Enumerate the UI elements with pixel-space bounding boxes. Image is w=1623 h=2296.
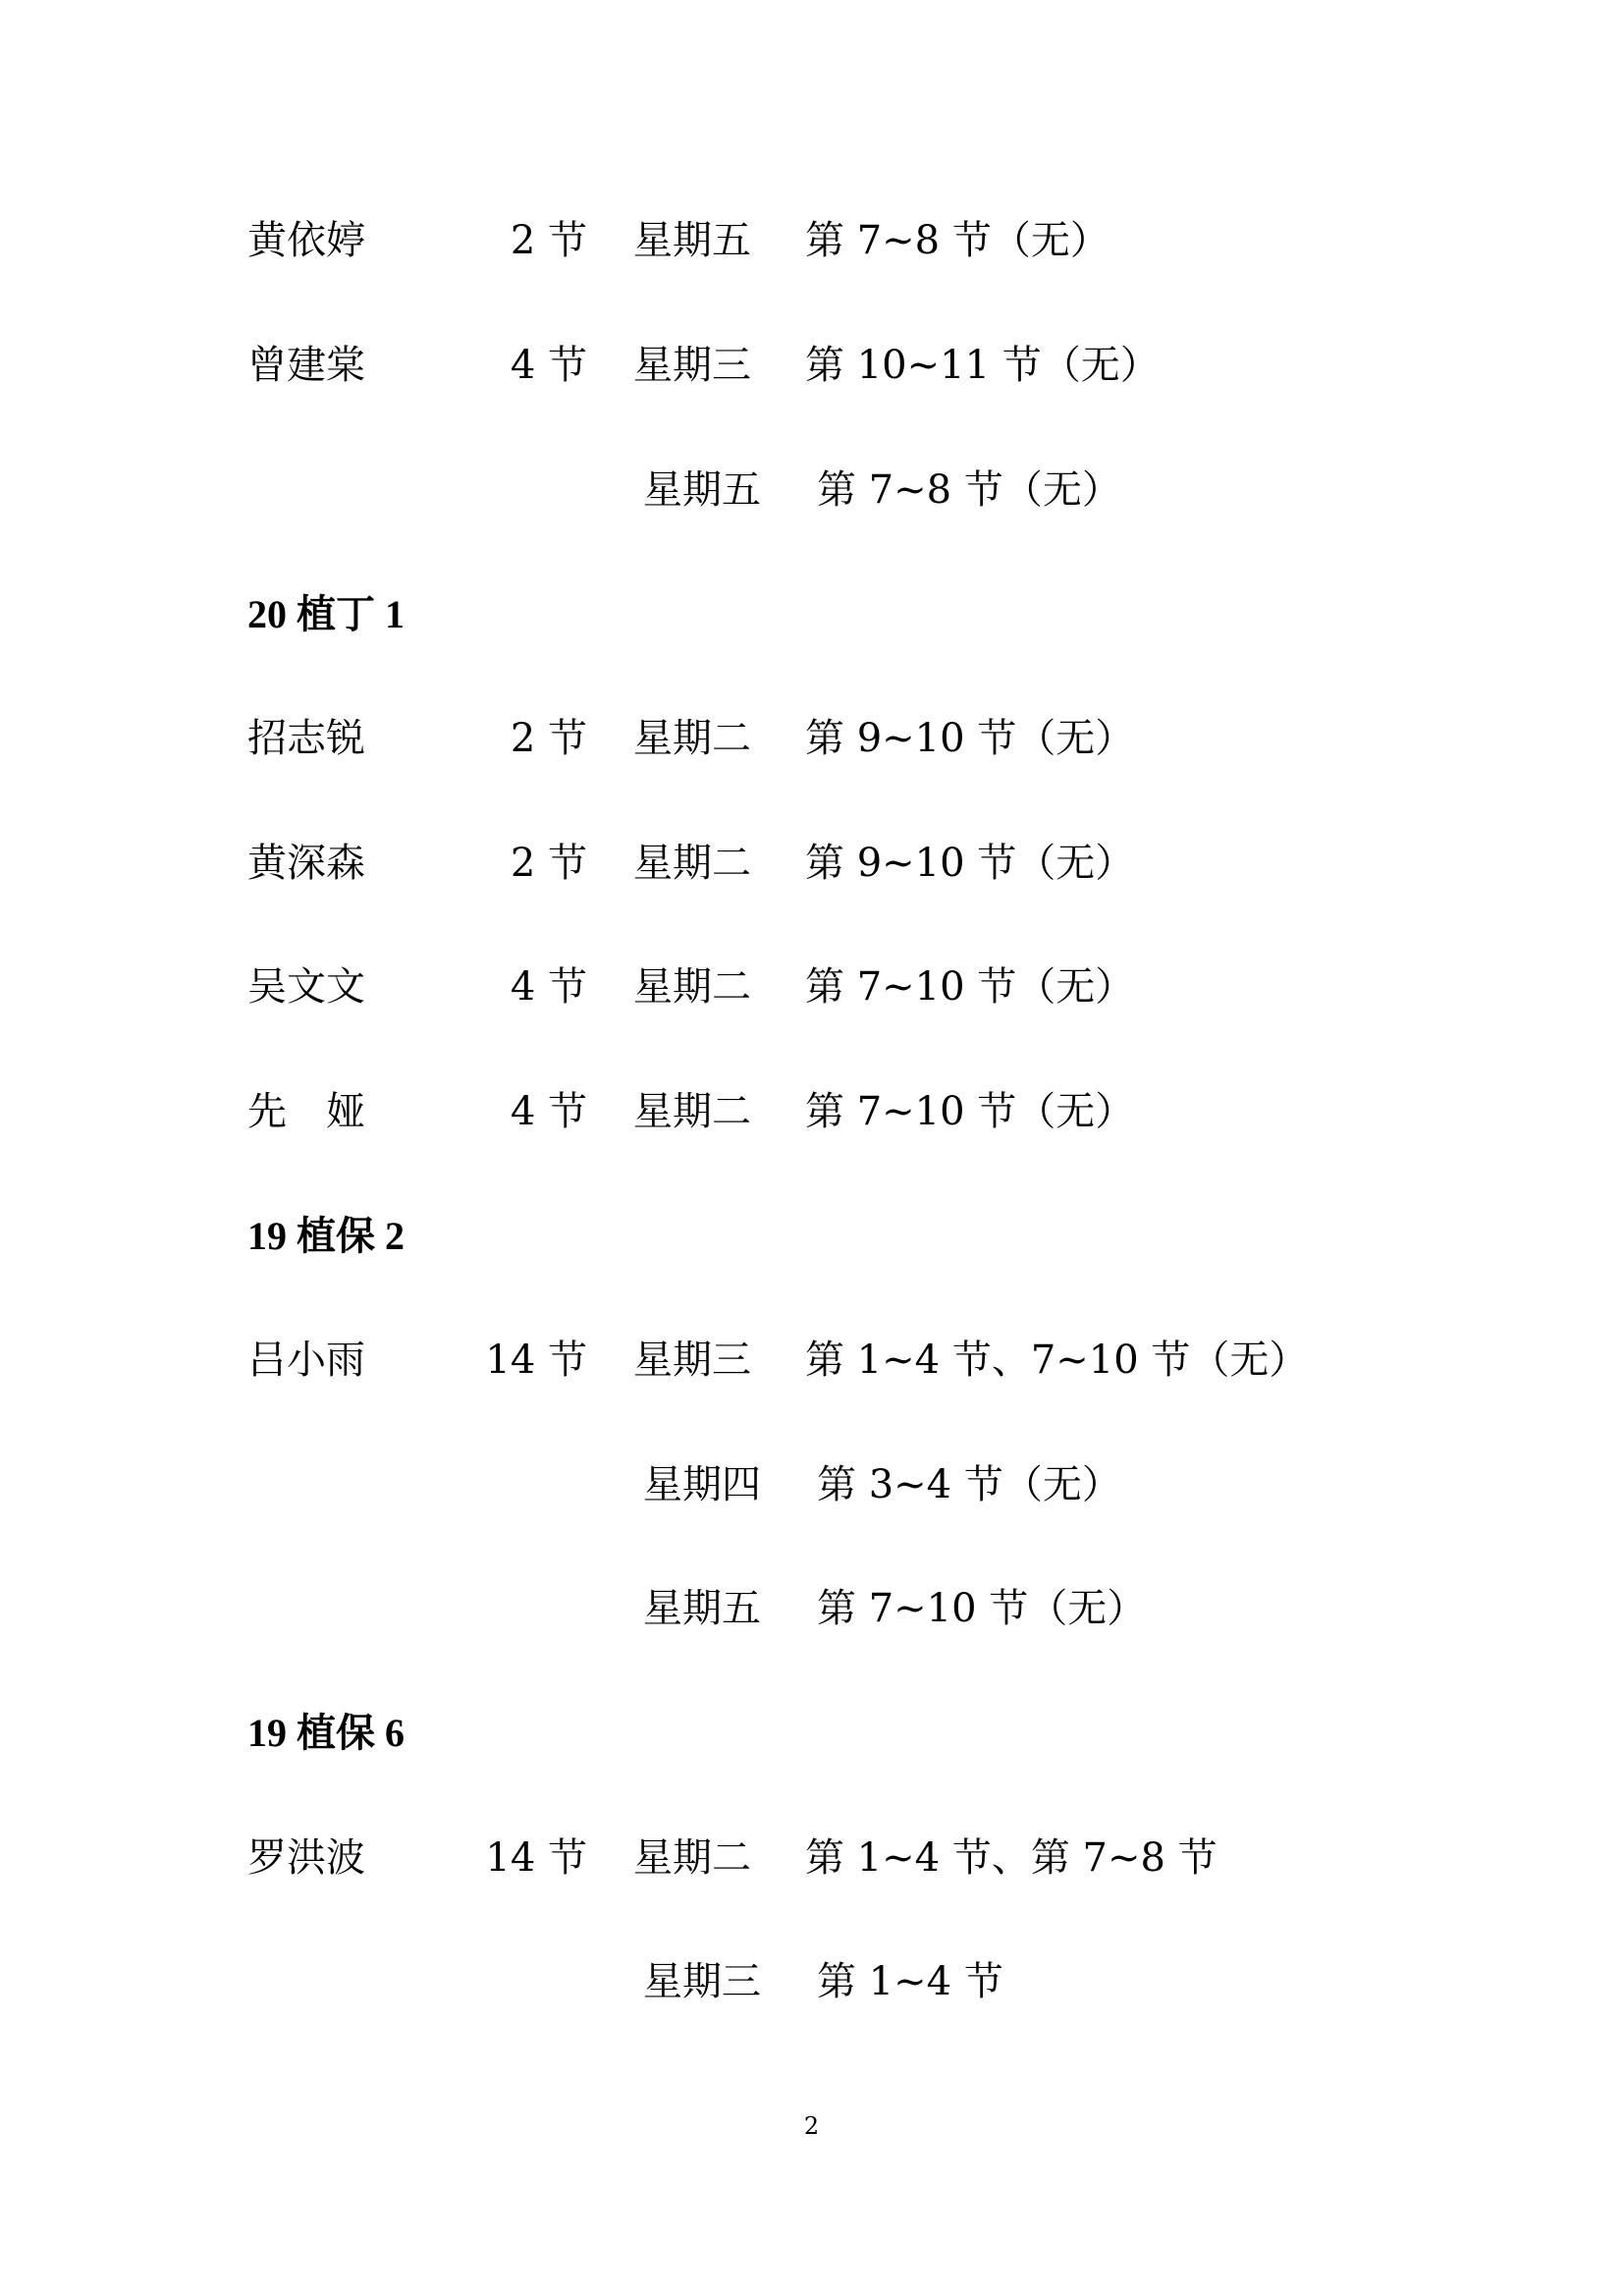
period-range: 第 1~4 节、7~10 节（无） bbox=[805, 1338, 1309, 1383]
schedule-row-continuation bbox=[0, 1952, 1623, 2011]
weekday: 星期四 bbox=[643, 1462, 761, 1507]
student-name: 吕小雨 bbox=[247, 1338, 365, 1383]
period-count: 2 节 bbox=[510, 841, 587, 886]
student-name: 黄依婷 bbox=[247, 218, 365, 263]
student-name: 吴文文 bbox=[247, 964, 365, 1010]
period-count: 4 节 bbox=[510, 964, 587, 1010]
schedule-row bbox=[0, 834, 1623, 893]
schedule-row-continuation bbox=[0, 1579, 1623, 1638]
student-name: 黄深森 bbox=[247, 841, 365, 886]
class-heading-text: 19 植保 2 bbox=[247, 1214, 405, 1258]
schedule-row bbox=[0, 957, 1623, 1016]
period-count: 2 节 bbox=[510, 218, 587, 263]
period-range: 第 7~8 节（无） bbox=[805, 218, 1109, 263]
period-range: 第 3~4 节（无） bbox=[817, 1462, 1121, 1507]
schedule-row bbox=[0, 211, 1623, 270]
period-range: 第 1~4 节 bbox=[817, 1959, 1003, 2004]
student-name: 先 娅 bbox=[247, 1089, 365, 1134]
schedule-row bbox=[0, 336, 1623, 395]
period-range: 第 9~10 节（无） bbox=[805, 841, 1135, 886]
class-heading bbox=[0, 1207, 1623, 1266]
class-heading-text: 20 植丁 1 bbox=[247, 592, 405, 636]
period-count: 4 节 bbox=[510, 343, 587, 388]
period-count: 14 节 bbox=[485, 1835, 587, 1881]
schedule-row-continuation bbox=[0, 461, 1623, 519]
schedule-row bbox=[0, 709, 1623, 768]
period-range: 第 7~10 节（无） bbox=[817, 1586, 1147, 1631]
period-range: 第 9~10 节（无） bbox=[805, 716, 1135, 761]
period-count: 4 节 bbox=[510, 1089, 587, 1134]
period-range: 第 1~4 节、第 7~8 节 bbox=[805, 1835, 1217, 1881]
weekday: 星期五 bbox=[643, 467, 761, 513]
class-heading-text: 19 植保 6 bbox=[247, 1711, 405, 1755]
student-name: 招志锐 bbox=[247, 716, 365, 761]
weekday: 星期二 bbox=[633, 841, 751, 886]
schedule-row bbox=[0, 1082, 1623, 1141]
weekday: 星期三 bbox=[633, 1338, 751, 1383]
weekday: 星期五 bbox=[633, 218, 751, 263]
period-range: 第 7~10 节（无） bbox=[805, 1089, 1135, 1134]
schedule-row-continuation bbox=[0, 1455, 1623, 1514]
weekday: 星期二 bbox=[633, 1089, 751, 1134]
weekday: 星期二 bbox=[633, 716, 751, 761]
period-count: 2 节 bbox=[510, 716, 587, 761]
weekday: 星期三 bbox=[633, 343, 751, 388]
student-name: 罗洪波 bbox=[247, 1835, 365, 1881]
weekday: 星期二 bbox=[633, 1835, 751, 1881]
period-count: 14 节 bbox=[485, 1338, 587, 1383]
weekday: 星期三 bbox=[643, 1959, 761, 2004]
schedule-row bbox=[0, 1829, 1623, 1887]
class-heading bbox=[0, 585, 1623, 644]
schedule-row bbox=[0, 1331, 1623, 1390]
period-range: 第 7~8 节（无） bbox=[817, 467, 1121, 513]
page-number: 2 bbox=[803, 2112, 820, 2140]
student-name: 曾建棠 bbox=[247, 343, 365, 388]
weekday: 星期五 bbox=[643, 1586, 761, 1631]
class-heading bbox=[0, 1704, 1623, 1763]
period-range: 第 10~11 节（无） bbox=[805, 343, 1160, 388]
period-range: 第 7~10 节（无） bbox=[805, 964, 1135, 1010]
weekday: 星期二 bbox=[633, 964, 751, 1010]
